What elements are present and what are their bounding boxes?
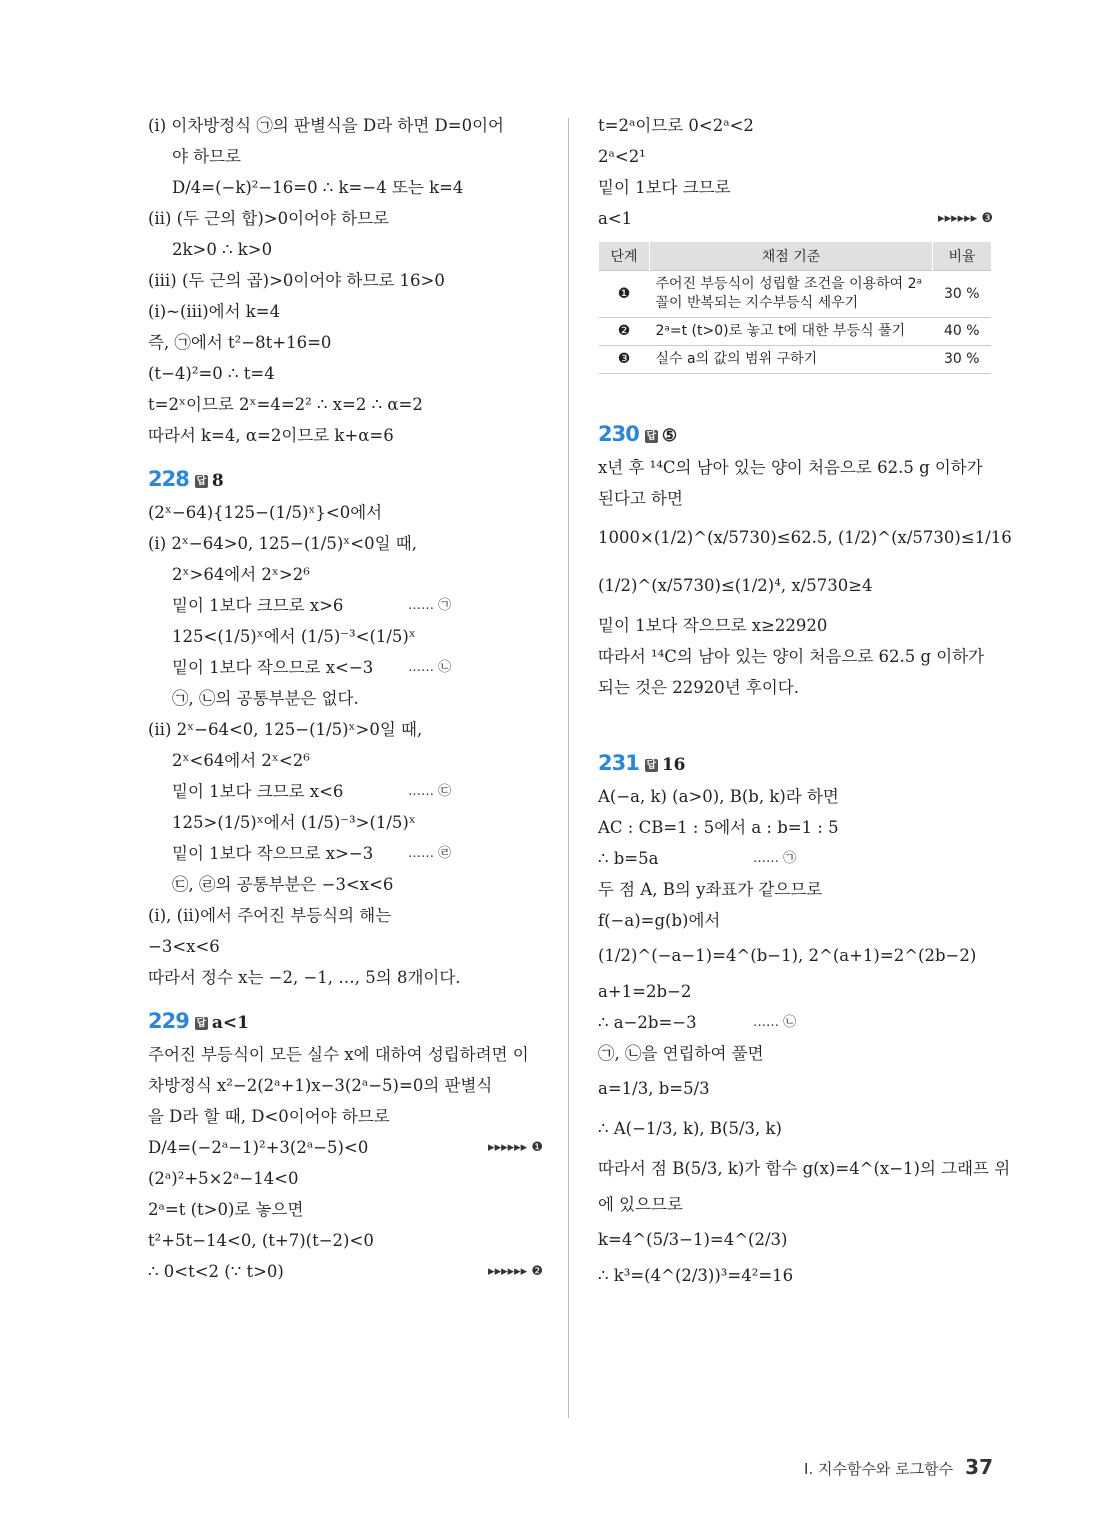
- text-line: AC : CB=1 : 5에서 a : b=1 : 5: [598, 818, 839, 837]
- text-line: 2ᵃ=t (t>0)로 놓으면: [148, 1200, 304, 1219]
- text-line: (t−4)²=0 ∴ t=4: [148, 364, 275, 383]
- step-cell: ❶: [599, 271, 650, 318]
- answer-icon: 답: [196, 1018, 207, 1029]
- page-footer: [804, 1455, 993, 1479]
- ratio-cell: 30 %: [933, 346, 992, 374]
- text-line: 을 D라 할 때, D<0이어야 하므로: [148, 1107, 390, 1126]
- problem-header-230: [598, 418, 993, 452]
- text-line: t=2ˣ이므로 2ˣ=4=2² ∴ x=2 ∴ α=2: [148, 395, 423, 414]
- table-row: [599, 318, 992, 346]
- equation-label: …… ㉠: [753, 851, 797, 866]
- criterion-cell: 실수 a의 값의 범위 구하기: [650, 346, 933, 374]
- text-content: 밑이 1보다 작으므로 x<−3: [172, 658, 374, 677]
- text-line: ㉢, ㉣의 공통부분은 −3<x<6: [172, 875, 394, 894]
- page-number: 37: [965, 1455, 993, 1479]
- column-header: 단계: [599, 242, 650, 271]
- problem-answer: 16: [661, 755, 686, 775]
- text-line: k=4^(5/3−1)=4^(2/3): [598, 1230, 788, 1249]
- equation-label: …… ㉠: [408, 598, 452, 613]
- text-line: [148, 590, 543, 621]
- text-line: [598, 203, 993, 234]
- equation-label: …… ㉡: [753, 1015, 797, 1030]
- step-marker: ▸▸▸▸▸▸ ❸: [938, 211, 993, 226]
- answer-icon: 답: [646, 760, 657, 771]
- text-line: (1/2)^(x/5730)≤(1/2)⁴, x/5730≥4: [598, 576, 873, 595]
- column-divider: [568, 118, 569, 1418]
- text-line: [148, 776, 543, 807]
- answer-icon: 답: [646, 431, 657, 442]
- text-line: ㉠, ㉡을 연립하여 풀면: [598, 1044, 764, 1063]
- text-line: x년 후 ¹⁴C의 남아 있는 양이 처음으로 62.5 g 이하가: [598, 458, 983, 477]
- text-content: 밑이 1보다 크므로 x<6: [172, 782, 344, 801]
- text-line: 2ˣ<64에서 2ˣ<2⁶: [172, 751, 310, 770]
- criterion-cell: 2ᵃ=t (t>0)로 놓고 t에 대한 부등식 풀기: [650, 318, 933, 346]
- text-line: 밑이 1보다 작으므로 x≥22920: [598, 616, 828, 635]
- text-line: 1000×(1/2)^(x/5730)≤62.5, (1/2)^(x/5730)≤1/16: [598, 528, 1012, 547]
- text-line: (2ᵃ)²+5×2ᵃ−14<0: [148, 1169, 299, 1188]
- text-line: 따라서 ¹⁴C의 남아 있는 양이 처음으로 62.5 g 이하가: [598, 647, 985, 666]
- problem-answer: a<1: [211, 1013, 249, 1033]
- column-header: 채점 기준: [650, 242, 933, 271]
- text-line: 즉, ㉠에서 t²−8t+16=0: [148, 333, 332, 352]
- text-line: (ⅱ) (두 근의 합)>0이어야 하므로: [148, 209, 389, 228]
- text-line: ㉠, ㉡의 공통부분은 없다.: [172, 689, 359, 708]
- text-line: 따라서 k=4, α=2이므로 k+α=6: [148, 426, 394, 445]
- problem-number: 229: [148, 1009, 189, 1033]
- ratio-cell: 40 %: [933, 318, 992, 346]
- text-line: (ⅱ) 2ˣ−64<0, 125−(1/5)ˣ>0일 때,: [148, 720, 423, 739]
- answer-icon: 답: [196, 476, 207, 487]
- text-line: [148, 652, 543, 683]
- problem-header-229: [148, 1005, 543, 1039]
- text-line: [148, 1256, 543, 1287]
- text-line: 따라서 정수 x는 −2, −1, …, 5의 8개이다.: [148, 968, 461, 987]
- problem-header-228: [148, 463, 543, 497]
- text-line: a=1/3, b=5/3: [598, 1079, 710, 1098]
- text-line: (ⅰ) 이차방정식 ㉠의 판별식을 D라 하면 D=0이어: [148, 116, 504, 135]
- problem-number: 230: [598, 422, 639, 446]
- problem-answer: 8: [211, 471, 224, 491]
- text-line: 125>(1/5)ˣ에서 (1/5)⁻³>(1/5)ˣ: [172, 813, 416, 832]
- text-line: (2ˣ−64){125−(1/5)ˣ}<0에서: [148, 503, 383, 522]
- chapter-title: Ⅰ. 지수함수와 로그함수: [804, 1460, 954, 1478]
- text-line: 따라서 점 B(5/3, k)가 함수 g(x)=4^(x−1)의 그래프 위: [598, 1159, 1011, 1178]
- ratio-cell: 30 %: [933, 271, 992, 318]
- table-row: [599, 271, 992, 318]
- text-line: a+1=2b−2: [598, 982, 692, 1001]
- text-line: (1/2)^(−a−1)=4^(b−1), 2^(a+1)=2^(2b−2): [598, 946, 977, 965]
- text-line: t²+5t−14<0, (t+7)(t−2)<0: [148, 1231, 374, 1250]
- text-line: (ⅰ)~(ⅲ)에서 k=4: [148, 302, 281, 321]
- text-line: [148, 1132, 543, 1163]
- text-content: D/4=(−2ᵃ−1)²+3(2ᵃ−5)<0: [148, 1138, 369, 1157]
- equation-label: …… ㉢: [408, 784, 452, 799]
- text-line: 2ᵃ<2¹: [598, 147, 646, 166]
- problem-number: 231: [598, 751, 639, 775]
- right-column: [598, 110, 1012, 1291]
- text-line: A(−a, k) (a>0), B(b, k)라 하면: [598, 787, 839, 806]
- text-line: ∴ A(−1/3, k), B(5/3, k): [598, 1119, 782, 1138]
- text-content: 밑이 1보다 크므로 x>6: [172, 596, 344, 615]
- text-line: 되는 것은 22920년 후이다.: [598, 678, 799, 697]
- text-line: 된다고 하면: [598, 489, 683, 508]
- text-line: 2k>0 ∴ k>0: [172, 240, 273, 259]
- problem-header-231: [598, 747, 993, 781]
- text-line: [598, 843, 993, 874]
- text-content: ∴ b=5a: [598, 849, 659, 868]
- text-line: [148, 838, 543, 869]
- table-row: [599, 346, 992, 374]
- text-line: D/4=(−k)²−16=0 ∴ k=−4 또는 k=4: [172, 178, 464, 197]
- text-line: 차방정식 x²−2(2ᵃ+1)x−3(2ᵃ−5)=0의 판별식: [148, 1076, 493, 1095]
- text-line: 125<(1/5)ˣ에서 (1/5)⁻³<(1/5)ˣ: [172, 627, 416, 646]
- step-cell: ❷: [599, 318, 650, 346]
- column-header: 비율: [933, 242, 992, 271]
- text-line: f(−a)=g(b)에서: [598, 911, 721, 930]
- text-line: ∴ k³=(4^(2/3))³=4²=16: [598, 1266, 794, 1285]
- problem-answer: ⑤: [661, 426, 678, 446]
- text-content: ∴ a−2b=−3: [598, 1013, 697, 1032]
- step-marker: ▸▸▸▸▸▸ ❷: [488, 1264, 543, 1279]
- text-content: a<1: [598, 209, 633, 228]
- text-line: [598, 1007, 993, 1038]
- problem-number: 228: [148, 467, 189, 491]
- text-line: −3<x<6: [148, 937, 220, 956]
- text-line: 주어진 부등식이 모든 실수 x에 대하여 성립하려면 이: [148, 1045, 529, 1064]
- text-line: 야 하므로: [172, 147, 242, 166]
- left-column: [148, 110, 543, 1287]
- equation-label: …… ㉡: [408, 660, 452, 675]
- step-cell: ❸: [599, 346, 650, 374]
- equation-label: …… ㉣: [408, 846, 452, 861]
- text-line: 2ˣ>64에서 2ˣ>2⁶: [172, 565, 310, 584]
- text-line: 에 있으므로: [598, 1195, 683, 1214]
- text-line: t=2ᵃ이므로 0<2ᵃ<2: [598, 116, 754, 135]
- text-content: 밑이 1보다 작으므로 x>−3: [172, 844, 374, 863]
- criterion-cell: 주어진 부등식이 성립할 조건을 이용하여 2ᵃ 꼴이 반복되는 지수부등식 세우기: [650, 271, 933, 318]
- text-line: (ⅰ) 2ˣ−64>0, 125−(1/5)ˣ<0일 때,: [148, 534, 417, 553]
- table-header-row: [599, 242, 992, 271]
- text-line: 밑이 1보다 크므로: [598, 178, 731, 197]
- text-line: 두 점 A, B의 y좌표가 같으므로: [598, 880, 823, 899]
- scoring-table: [598, 242, 991, 374]
- text-line: (ⅲ) (두 근의 곱)>0이어야 하므로 16>0: [148, 271, 445, 290]
- text-content: ∴ 0<t<2 (∵ t>0): [148, 1262, 284, 1281]
- text-line: (ⅰ), (ⅱ)에서 주어진 부등식의 해는: [148, 906, 392, 925]
- step-marker: ▸▸▸▸▸▸ ❶: [488, 1140, 543, 1155]
